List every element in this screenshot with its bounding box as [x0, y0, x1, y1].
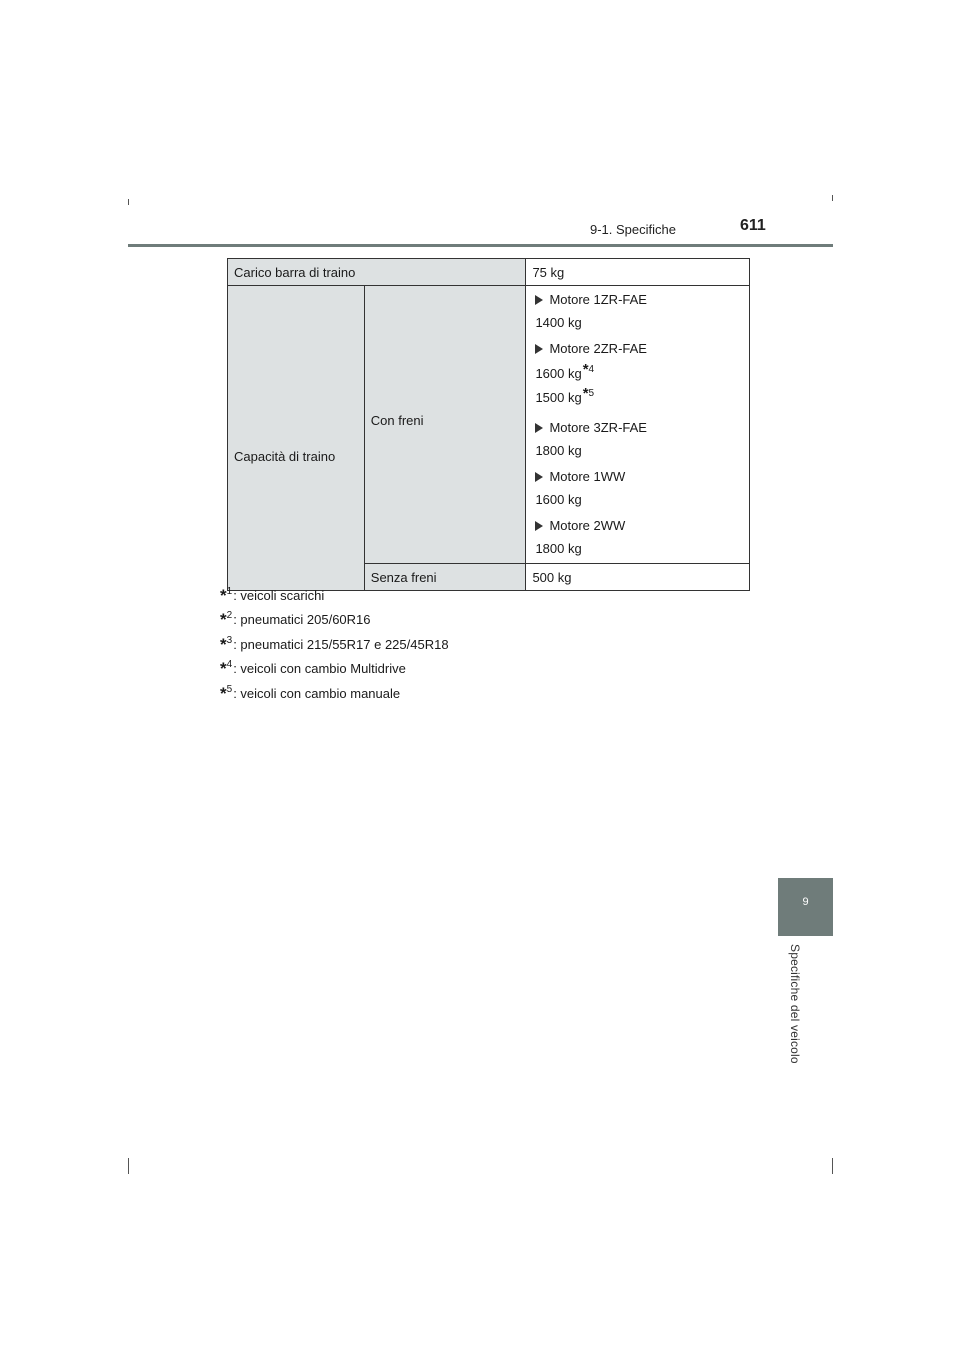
- crop-mark: [128, 1158, 129, 1174]
- list-item: [535, 340, 743, 407]
- unbraked-value-cell: 500 kg: [526, 564, 750, 591]
- asterisk-icon: *: [220, 585, 227, 605]
- crop-mark: [128, 199, 129, 205]
- footnote: * 3 : pneumatici 215/55R17 e 225/45R18: [220, 634, 449, 654]
- asterisk-icon: *: [582, 385, 589, 402]
- triangle-bullet-icon: [535, 295, 543, 305]
- triangle-bullet-icon: [535, 344, 543, 354]
- footnote-ref: 4: [588, 364, 595, 375]
- chapter-label: Specifiche del veicolo: [788, 944, 802, 1064]
- table-row: [228, 286, 750, 564]
- braked-label: Con freni: [370, 413, 424, 428]
- engine-name: Motore 1WW: [549, 469, 626, 484]
- asterisk-icon: *: [582, 361, 589, 378]
- tow-weight: 1800 kg: [535, 541, 582, 556]
- capacity-label: Capacità di traino: [234, 448, 336, 464]
- braked-values-cell: [526, 286, 750, 564]
- chapter-tab: [778, 878, 833, 936]
- footnote-ref: 5: [588, 388, 595, 399]
- asterisk-icon: *: [220, 683, 227, 703]
- engine-name: Motore 1ZR-FAE: [549, 292, 647, 307]
- tow-weight: 1400 kg: [535, 315, 582, 330]
- triangle-bullet-icon: [535, 521, 543, 531]
- drawbar-value-cell: 75 kg: [526, 259, 750, 286]
- list-item: [535, 468, 743, 508]
- tow-weight: 1800 kg: [535, 443, 582, 458]
- chapter-number: 9: [802, 896, 809, 908]
- section-title: 9-1. Specifiche: [590, 222, 676, 237]
- header-divider: [128, 244, 833, 247]
- tow-weight: 1500 kg: [535, 390, 582, 405]
- footnote: * 5 : veicoli con cambio manuale: [220, 683, 401, 703]
- table-row: [228, 259, 750, 286]
- engine-name: Motore 3ZR-FAE: [549, 420, 647, 435]
- drawbar-label-cell: Carico barra di traino: [228, 259, 526, 286]
- crop-mark: [832, 195, 833, 201]
- tow-weight: 1600 kg: [535, 366, 582, 381]
- asterisk-icon: *: [220, 634, 227, 654]
- asterisk-icon: *: [220, 659, 227, 678]
- footnote: * 4 : veicoli con cambio Multidrive: [220, 659, 406, 678]
- asterisk-icon: *: [220, 610, 227, 629]
- footnote: * 2 : pneumatici 205/60R16: [220, 610, 371, 629]
- list-item: [535, 517, 743, 557]
- unbraked-label-cell: Senza freni: [364, 564, 526, 591]
- crop-mark: [832, 1158, 833, 1174]
- capacity-label-cell: [228, 286, 365, 591]
- footnotes: [220, 578, 449, 701]
- engine-name: Motore 2WW: [549, 518, 626, 533]
- tow-weight: 1600 kg: [535, 492, 582, 507]
- braked-label-cell: [364, 286, 526, 564]
- triangle-bullet-icon: [535, 423, 543, 433]
- list-item: [535, 291, 743, 331]
- towing-spec-table: [227, 258, 750, 591]
- list-item: [535, 419, 743, 459]
- page-number: 611: [740, 217, 766, 234]
- footnote: * 1 : veicoli scarichi: [220, 585, 325, 605]
- engine-name: Motore 2ZR-FAE: [549, 341, 647, 356]
- triangle-bullet-icon: [535, 472, 543, 482]
